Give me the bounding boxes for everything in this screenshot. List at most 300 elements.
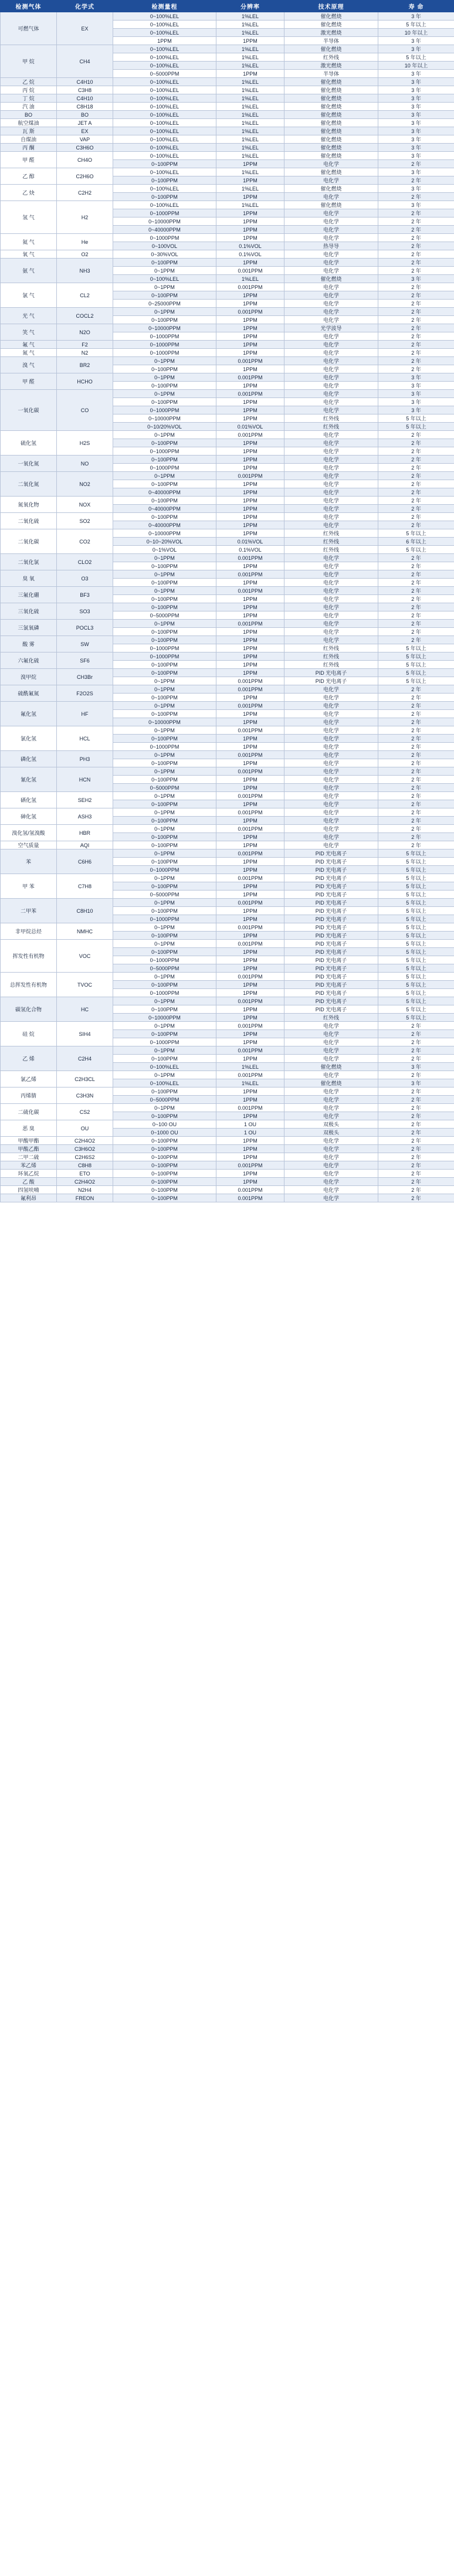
cell-life: 2 年 xyxy=(378,341,454,349)
cell-technology: 电化学 xyxy=(284,595,378,603)
cell-formula: FREON xyxy=(57,1194,113,1202)
cell-range: 0~5000PPM xyxy=(113,611,216,620)
cell-formula: N2O xyxy=(57,324,113,341)
cell-technology: 红外线 xyxy=(284,529,378,538)
table-row xyxy=(1,620,454,628)
cell-life: 5 年以上 xyxy=(378,414,454,423)
cell-technology: 电化学 xyxy=(284,702,378,710)
cell-life: 2 年 xyxy=(378,694,454,702)
cell-resolution: 0.1%VOL xyxy=(216,250,284,259)
cell-range: 0~1000PPM xyxy=(113,653,216,661)
cell-resolution: 0.001PPM xyxy=(216,825,284,833)
cell-formula: C2H4O2 xyxy=(57,1137,113,1145)
cell-gas-name: 二甲二硫 xyxy=(1,1153,57,1161)
cell-range: 0~100PPM xyxy=(113,981,216,989)
cell-range: 0~100VOL xyxy=(113,242,216,250)
cell-life: 2 年 xyxy=(378,702,454,710)
table-row xyxy=(1,1145,454,1153)
cell-range: 0~1000PPM xyxy=(113,349,216,357)
cell-formula: C3H6O2 xyxy=(57,1145,113,1153)
cell-resolution: 1%LEL xyxy=(216,45,284,53)
table-row xyxy=(1,587,454,595)
cell-technology: 电化学 xyxy=(284,685,378,694)
cell-gas-name: 三氟化硼 xyxy=(1,587,57,603)
cell-gas-name: 碳氢化合物 xyxy=(1,997,57,1022)
header-technology: 技术原理 xyxy=(284,1,378,12)
table-row xyxy=(1,1186,454,1194)
cell-resolution: 1 OU xyxy=(216,1129,284,1137)
cell-resolution: 1PPM xyxy=(216,1112,284,1120)
cell-life: 2 年 xyxy=(378,792,454,800)
cell-technology: PID 光电离子 xyxy=(284,1005,378,1014)
cell-formula: N2 xyxy=(57,349,113,357)
cell-technology: 电化学 xyxy=(284,390,378,398)
cell-resolution: 1PPM xyxy=(216,382,284,390)
cell-formula: SW xyxy=(57,636,113,653)
cell-technology: 电化学 xyxy=(284,209,378,218)
cell-life: 2 年 xyxy=(378,300,454,308)
cell-range: 0~10~20%VOL xyxy=(113,538,216,546)
cell-resolution: 1PPM xyxy=(216,398,284,406)
cell-life: 2 年 xyxy=(378,497,454,505)
gas-spec-table xyxy=(0,0,454,1202)
cell-range: 0~1000PPM xyxy=(113,209,216,218)
table-row xyxy=(1,78,454,86)
cell-resolution: 1PPM xyxy=(216,579,284,587)
cell-resolution: 0.001PPM xyxy=(216,1186,284,1194)
cell-technology: PID 光电离子 xyxy=(284,940,378,948)
cell-resolution: 0.01%VOL xyxy=(216,423,284,431)
cell-gas-name: 甲 苯 xyxy=(1,874,57,899)
cell-formula: CS2 xyxy=(57,1104,113,1120)
table-row xyxy=(1,250,454,259)
cell-range: 0~100PPM xyxy=(113,907,216,915)
cell-technology: PID 光电离子 xyxy=(284,923,378,932)
cell-technology: 电化学 xyxy=(284,841,378,849)
cell-range: 0~1PPM xyxy=(113,726,216,735)
cell-life: 2 年 xyxy=(378,1055,454,1063)
cell-range: 0~100PPM xyxy=(113,382,216,390)
cell-range: 0~100PPM xyxy=(113,456,216,464)
cell-resolution: 1PPM xyxy=(216,891,284,899)
cell-technology: 电化学 xyxy=(284,620,378,628)
cell-technology: 电化学 xyxy=(284,316,378,324)
cell-formula: C8H8 xyxy=(57,1161,113,1170)
cell-gas-name: 笑 气 xyxy=(1,324,57,341)
cell-range: 0~5000PPM xyxy=(113,964,216,973)
cell-range: 0~100PPM xyxy=(113,1161,216,1170)
cell-resolution: 1PPM xyxy=(216,332,284,341)
cell-gas-name: 可燃气体 xyxy=(1,12,57,45)
cell-range: 0~1PPM xyxy=(113,677,216,685)
cell-range: 0~30%VOL xyxy=(113,250,216,259)
cell-life: 5 年以上 xyxy=(378,973,454,981)
cell-technology: 红外线 xyxy=(284,546,378,554)
cell-technology: 电化学 xyxy=(284,570,378,579)
cell-resolution: 0.001PPM xyxy=(216,1046,284,1055)
cell-resolution: 1%LEL xyxy=(216,12,284,21)
cell-resolution: 0.001PPM xyxy=(216,1161,284,1170)
cell-formula: F2 xyxy=(57,341,113,349)
cell-life: 3 年 xyxy=(378,185,454,193)
table-row xyxy=(1,669,454,677)
table-row xyxy=(1,201,454,209)
cell-resolution: 1PPM xyxy=(216,784,284,792)
cell-formula: TVOC xyxy=(57,973,113,997)
cell-range: 0~100PPM xyxy=(113,1137,216,1145)
cell-resolution: 0.001PPM xyxy=(216,431,284,439)
cell-range: 0~100PPM xyxy=(113,579,216,587)
cell-formula: C8H18 xyxy=(57,103,113,111)
cell-resolution: 1PPM xyxy=(216,759,284,767)
table-row xyxy=(1,1161,454,1170)
cell-resolution: 1%LEL xyxy=(216,119,284,127)
table-row xyxy=(1,431,454,439)
cell-resolution: 1PPM xyxy=(216,226,284,234)
cell-gas-name: 乙 醇 xyxy=(1,168,57,185)
cell-resolution: 1PPM xyxy=(216,858,284,866)
cell-formula: BO xyxy=(57,111,113,119)
cell-range: 0~10000PPM xyxy=(113,529,216,538)
cell-resolution: 1%LEL xyxy=(216,201,284,209)
cell-life: 5 年以上 xyxy=(378,669,454,677)
cell-formula: OU xyxy=(57,1120,113,1137)
cell-life: 2 年 xyxy=(378,595,454,603)
cell-range: 0~100%LEL xyxy=(113,144,216,152)
cell-life: 5 年以上 xyxy=(378,1014,454,1022)
table-row xyxy=(1,1120,454,1129)
cell-technology: 红外线 xyxy=(284,423,378,431)
cell-range: 0~100PPM xyxy=(113,513,216,521)
cell-gas-name: 丙 烷 xyxy=(1,86,57,94)
cell-life: 2 年 xyxy=(378,464,454,472)
cell-gas-name: 甲酸甲酯 xyxy=(1,1137,57,1145)
table-row xyxy=(1,841,454,849)
cell-range: 0~1PPM xyxy=(113,1071,216,1079)
cell-resolution: 0.001PPM xyxy=(216,899,284,907)
header-gas: 检测气体 xyxy=(1,1,57,12)
cell-range: 0~100PPM xyxy=(113,636,216,644)
cell-technology: 催化燃烧 xyxy=(284,152,378,160)
cell-technology: 电化学 xyxy=(284,382,378,390)
cell-range: 0~25000PPM xyxy=(113,300,216,308)
cell-resolution: 1%LEL xyxy=(216,29,284,37)
cell-technology: 电化学 xyxy=(284,349,378,357)
cell-resolution: 1PPM xyxy=(216,882,284,891)
cell-formula: HCN xyxy=(57,767,113,792)
cell-life: 2 年 xyxy=(378,505,454,513)
cell-formula: HC xyxy=(57,997,113,1022)
cell-life: 2 年 xyxy=(378,447,454,456)
cell-technology: PID 光电离子 xyxy=(284,891,378,899)
cell-resolution: 0.001PPM xyxy=(216,702,284,710)
cell-gas-name: 氨 气 xyxy=(1,259,57,283)
table-row xyxy=(1,529,454,538)
table-row xyxy=(1,923,454,932)
cell-technology: 电化学 xyxy=(284,365,378,373)
cell-resolution: 1PPM xyxy=(216,406,284,414)
cell-life: 2 年 xyxy=(378,1096,454,1104)
cell-life: 2 年 xyxy=(378,1088,454,1096)
cell-life: 3 年 xyxy=(378,12,454,21)
cell-technology: PID 光电离子 xyxy=(284,882,378,891)
cell-formula: HF xyxy=(57,702,113,726)
cell-resolution: 1PPM xyxy=(216,907,284,915)
table-row xyxy=(1,849,454,858)
cell-life: 2 年 xyxy=(378,1137,454,1145)
cell-formula: C3H6O xyxy=(57,144,113,152)
cell-resolution: 1PPM xyxy=(216,817,284,825)
cell-gas-name: 二氧化氮 xyxy=(1,472,57,497)
cell-range: 0~1PPM xyxy=(113,792,216,800)
cell-technology: 催化燃烧 xyxy=(284,78,378,86)
cell-technology: 电化学 xyxy=(284,579,378,587)
cell-range: 0~1PPM xyxy=(113,767,216,776)
cell-technology: 电化学 xyxy=(284,521,378,529)
cell-resolution: 1PPM xyxy=(216,521,284,529)
cell-technology: PID 光电离子 xyxy=(284,932,378,940)
cell-life: 5 年以上 xyxy=(378,653,454,661)
cell-formula: C3H8 xyxy=(57,86,113,94)
cell-gas-name: 溴 气 xyxy=(1,357,57,373)
cell-life: 2 年 xyxy=(378,1030,454,1038)
cell-life: 5 年以上 xyxy=(378,53,454,62)
table-row xyxy=(1,792,454,800)
cell-range: 0~1000PPM xyxy=(113,644,216,653)
cell-resolution: 1%LEL xyxy=(216,94,284,103)
cell-gas-name: 六氟化硫 xyxy=(1,653,57,669)
cell-gas-name: 二氧化硫 xyxy=(1,513,57,529)
cell-resolution: 1PPM xyxy=(216,694,284,702)
cell-range: 0~100PPM xyxy=(113,1088,216,1096)
cell-gas-name: 四氢呋喃 xyxy=(1,1186,57,1194)
cell-formula: O2 xyxy=(57,250,113,259)
cell-gas-name: 二硫化碳 xyxy=(1,1104,57,1120)
cell-life: 2 年 xyxy=(378,308,454,316)
cell-resolution: 0.001PPM xyxy=(216,726,284,735)
cell-range: 0~100PPM xyxy=(113,932,216,940)
cell-life: 3 年 xyxy=(378,94,454,103)
cell-life: 2 年 xyxy=(378,841,454,849)
cell-range: 0~1PPM xyxy=(113,373,216,382)
table-row xyxy=(1,324,454,332)
cell-technology: PID 光电离子 xyxy=(284,858,378,866)
cell-formula: NMHC xyxy=(57,923,113,940)
cell-life: 2 年 xyxy=(378,759,454,767)
cell-range: 0~100%LEL xyxy=(113,185,216,193)
cell-range: 0~100PPM xyxy=(113,1030,216,1038)
cell-life: 2 年 xyxy=(378,431,454,439)
cell-resolution: 0.001PPM xyxy=(216,997,284,1005)
cell-gas-name: 丙 酮 xyxy=(1,144,57,152)
cell-range: 0~100PPM xyxy=(113,259,216,267)
cell-life: 2 年 xyxy=(378,1071,454,1079)
cell-formula: CO2 xyxy=(57,529,113,554)
cell-gas-name: 乙 酸 xyxy=(1,1178,57,1186)
cell-life: 2 年 xyxy=(378,1194,454,1202)
cell-technology: 电化学 xyxy=(284,776,378,784)
cell-resolution: 0.001PPM xyxy=(216,808,284,817)
cell-technology: 电化学 xyxy=(284,587,378,595)
cell-technology: 电化学 xyxy=(284,234,378,242)
cell-resolution: 1PPM xyxy=(216,595,284,603)
cell-life: 2 年 xyxy=(378,1178,454,1186)
cell-range: 0~40000PPM xyxy=(113,505,216,513)
cell-resolution: 1PPM xyxy=(216,1088,284,1096)
cell-technology: 电化学 xyxy=(284,562,378,570)
cell-range: 0~40000PPM xyxy=(113,521,216,529)
cell-gas-name: BO xyxy=(1,111,57,119)
cell-resolution: 0.001PPM xyxy=(216,751,284,759)
cell-life: 3 年 xyxy=(378,86,454,94)
cell-life: 5 年以上 xyxy=(378,964,454,973)
cell-formula: C2H6S2 xyxy=(57,1153,113,1161)
cell-technology: 电化学 xyxy=(284,817,378,825)
cell-technology: PID 光电离子 xyxy=(284,866,378,874)
cell-technology: 电化学 xyxy=(284,488,378,497)
cell-life: 2 年 xyxy=(378,1038,454,1046)
cell-resolution: 1PPM xyxy=(216,324,284,332)
cell-technology: 电化学 xyxy=(284,406,378,414)
cell-range: 0~1000PPM xyxy=(113,406,216,414)
cell-life: 2 年 xyxy=(378,784,454,792)
cell-gas-name: 氯乙烯 xyxy=(1,1071,57,1088)
table-row xyxy=(1,1071,454,1079)
cell-formula: CO xyxy=(57,390,113,431)
cell-technology: 电化学 xyxy=(284,439,378,447)
cell-resolution: 1PPM xyxy=(216,1137,284,1145)
cell-life: 2 年 xyxy=(378,209,454,218)
cell-formula: SO2 xyxy=(57,513,113,529)
cell-technology: PID 光电离子 xyxy=(284,677,378,685)
cell-life: 2 年 xyxy=(378,817,454,825)
cell-life: 2 年 xyxy=(378,751,454,759)
cell-life: 5 年以上 xyxy=(378,661,454,669)
table-row xyxy=(1,1178,454,1186)
cell-life: 3 年 xyxy=(378,111,454,119)
cell-life: 5 年以上 xyxy=(378,989,454,997)
cell-resolution: 0.001PPM xyxy=(216,874,284,882)
table-row xyxy=(1,234,454,242)
cell-gas-name: 乙 烯 xyxy=(1,1046,57,1071)
cell-gas-name: 硅 烷 xyxy=(1,1022,57,1046)
cell-range: 0~100PPM xyxy=(113,1186,216,1194)
cell-technology: PID 光电离子 xyxy=(284,973,378,981)
cell-technology: 电化学 xyxy=(284,226,378,234)
cell-technology: 电化学 xyxy=(284,1145,378,1153)
cell-range: 0~1PPM xyxy=(113,899,216,907)
cell-technology: 红外线 xyxy=(284,1014,378,1022)
cell-range: 0~100PPM xyxy=(113,1153,216,1161)
cell-resolution: 1PPM xyxy=(216,866,284,874)
cell-technology: PID 光电离子 xyxy=(284,849,378,858)
cell-technology: PID 光电离子 xyxy=(284,989,378,997)
cell-technology: 电化学 xyxy=(284,267,378,275)
cell-life: 2 年 xyxy=(378,316,454,324)
cell-life: 2 年 xyxy=(378,587,454,595)
cell-gas-name: 氯化氢 xyxy=(1,726,57,751)
cell-resolution: 1PPM xyxy=(216,234,284,242)
cell-range: 0~10000PPM xyxy=(113,1014,216,1022)
cell-life: 2 年 xyxy=(378,611,454,620)
cell-life: 2 年 xyxy=(378,456,454,464)
cell-gas-name: 二氧化氯 xyxy=(1,554,57,570)
cell-resolution: 0.001PPM xyxy=(216,923,284,932)
cell-gas-name: 瓦 斯 xyxy=(1,127,57,135)
cell-technology: 电化学 xyxy=(284,1178,378,1186)
cell-life: 5 年以上 xyxy=(378,899,454,907)
table-row xyxy=(1,751,454,759)
cell-life: 5 年以上 xyxy=(378,997,454,1005)
cell-life: 5 年以上 xyxy=(378,981,454,989)
cell-range: 0~5000PPM xyxy=(113,891,216,899)
cell-formula: SEH2 xyxy=(57,792,113,808)
cell-technology: 催化燃烧 xyxy=(284,103,378,111)
cell-gas-name: 氮氧化物 xyxy=(1,497,57,513)
cell-technology: PID 光电离子 xyxy=(284,907,378,915)
cell-formula: ASH3 xyxy=(57,808,113,825)
cell-range: 0~100PPM xyxy=(113,948,216,956)
cell-resolution: 1%LEL xyxy=(216,135,284,144)
cell-gas-name: 苯乙烯 xyxy=(1,1161,57,1170)
cell-technology: 电化学 xyxy=(284,784,378,792)
cell-range: 0~40000PPM xyxy=(113,226,216,234)
cell-technology: 激光燃烧 xyxy=(284,62,378,70)
cell-range: 0~100%LEL xyxy=(113,45,216,53)
cell-range: 0~1000PPM xyxy=(113,743,216,751)
cell-gas-name: 氰化氢 xyxy=(1,767,57,792)
cell-formula: C4H10 xyxy=(57,94,113,103)
cell-resolution: 0.1%VOL xyxy=(216,242,284,250)
cell-range: 0~100%LEL xyxy=(113,1079,216,1088)
cell-formula: ETO xyxy=(57,1170,113,1178)
cell-formula: NOX xyxy=(57,497,113,513)
cell-life: 5 年以上 xyxy=(378,948,454,956)
cell-range: 0~1PPM xyxy=(113,923,216,932)
cell-resolution: 1PPM xyxy=(216,776,284,784)
table-row xyxy=(1,111,454,119)
cell-resolution: 1PPM xyxy=(216,259,284,267)
cell-resolution: 1PPM xyxy=(216,735,284,743)
cell-life: 2 年 xyxy=(378,250,454,259)
cell-resolution: 1PPM xyxy=(216,341,284,349)
cell-resolution: 1PPM xyxy=(216,1030,284,1038)
cell-life: 2 年 xyxy=(378,291,454,300)
cell-resolution: 1PPM xyxy=(216,841,284,849)
cell-resolution: 1 OU xyxy=(216,1120,284,1129)
header-formula: 化学式 xyxy=(57,1,113,12)
cell-resolution: 1%LEL xyxy=(216,275,284,283)
cell-technology: 电化学 xyxy=(284,472,378,480)
cell-resolution: 1%LEL xyxy=(216,53,284,62)
cell-technology: 电化学 xyxy=(284,726,378,735)
cell-technology: 电化学 xyxy=(284,1186,378,1194)
cell-life: 3 年 xyxy=(378,152,454,160)
cell-resolution: 1PPM xyxy=(216,628,284,636)
cell-gas-name: 苯 xyxy=(1,849,57,874)
cell-range: 0~100PPM xyxy=(113,439,216,447)
cell-resolution: 1%LEL xyxy=(216,62,284,70)
cell-technology: 电化学 xyxy=(284,694,378,702)
cell-resolution: 1PPM xyxy=(216,70,284,78)
cell-range: 0~100PPM xyxy=(113,497,216,505)
cell-life: 5 年以上 xyxy=(378,423,454,431)
cell-technology: 电化学 xyxy=(284,1071,378,1079)
cell-technology: 电化学 xyxy=(284,1055,378,1063)
cell-resolution: 0.001PPM xyxy=(216,1071,284,1079)
cell-range: 0~100%LEL xyxy=(113,168,216,176)
cell-range: 0~100PPM xyxy=(113,1178,216,1186)
